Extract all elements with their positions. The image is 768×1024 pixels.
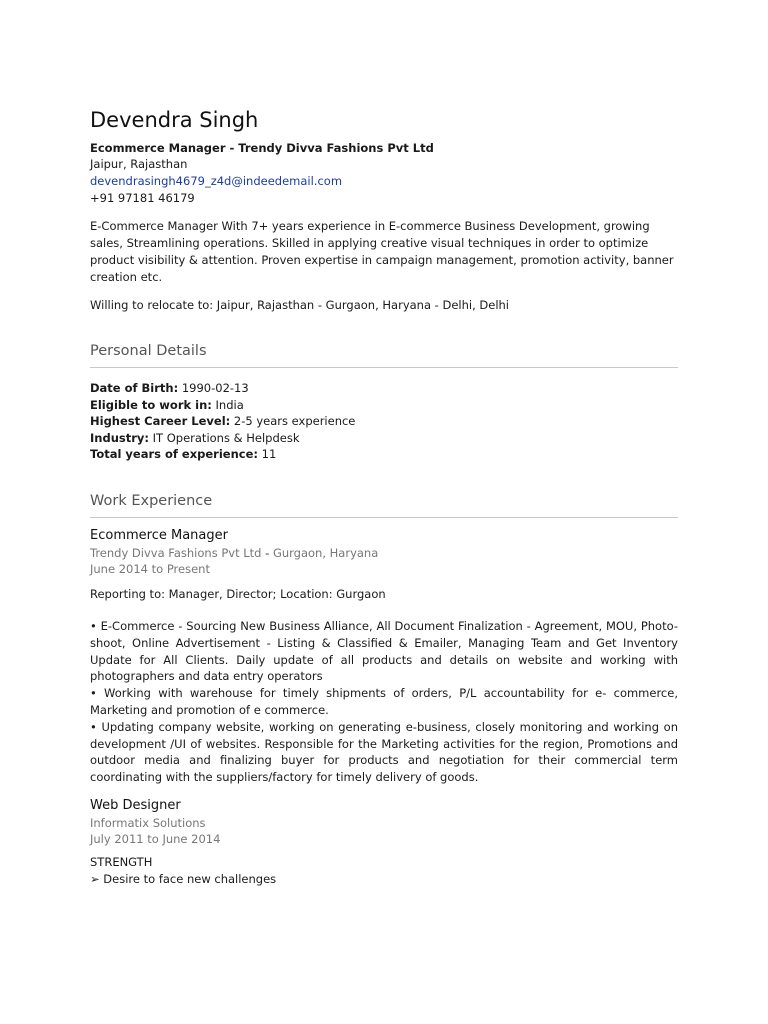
job-dates: July 2011 to June 2014 xyxy=(90,832,221,847)
strength-item: ➢ Desire to face new challenges xyxy=(90,871,277,886)
relocate-text: Willing to relocate to: Jaipur, Rajasthan - Gurgaon, Haryana - Delhi, Delhi xyxy=(90,298,509,312)
job-title: Web Designer xyxy=(90,797,181,813)
job-dates: June 2014 to Present xyxy=(90,562,210,577)
detail-value: 2-5 years experience xyxy=(233,414,356,429)
resume-page xyxy=(90,106,678,888)
detail-row-career-level xyxy=(90,413,678,430)
section-title-personal: Personal Details xyxy=(90,343,207,359)
job-bullet: • Working with warehouse for timely shipments of orders, P/L accountability for e- commerce, Marketing and promotion of e commerce. xyxy=(90,686,678,717)
candidate-location: Jaipur, Rajasthan xyxy=(90,157,188,171)
detail-row-industry xyxy=(90,430,678,447)
summary-paragraph: E-Commerce Manager With 7+ years experience in E-commerce Business Development, growing sales, Streamlining operations. Skilled in applying creative visual techniques in order to optimize product visibility & attention. Proven expertise in campaign management, promotion activity, banner creation etc. xyxy=(90,219,674,284)
detail-row-dob xyxy=(90,380,678,397)
candidate-phone: +91 97181 46179 xyxy=(90,191,195,205)
job-title: Ecommerce Manager xyxy=(90,527,228,543)
section-divider xyxy=(90,367,678,368)
detail-label: Total years of experience: xyxy=(90,447,258,462)
candidate-email-link[interactable]: devendrasingh4679_z4d@indeedemail.com xyxy=(90,174,343,188)
section-divider xyxy=(90,517,678,518)
work-experience-section xyxy=(90,491,678,888)
section-title-work: Work Experience xyxy=(90,492,213,509)
detail-value: 11 xyxy=(261,447,277,462)
job-company-line xyxy=(90,545,678,562)
candidate-headline: Ecommerce Manager - Trendy Divva Fashions Pvt Ltd xyxy=(90,141,434,155)
detail-value: India xyxy=(215,397,244,412)
job-description xyxy=(90,618,678,786)
job-reporting: Reporting to: Manager, Director; Location: Gurgaon xyxy=(90,586,386,601)
personal-details-list xyxy=(90,380,678,463)
job-company: Informatix Solutions xyxy=(90,815,206,830)
detail-label: Eligible to work in: xyxy=(90,397,212,412)
detail-value: IT Operations & Helpdesk xyxy=(152,430,300,445)
job-entry xyxy=(90,527,678,786)
detail-label: Highest Career Level: xyxy=(90,414,231,429)
job-bullet: • E-Commerce - Sourcing New Business Alliance, All Document Finalization - Agreement, MOU, Photo-shoot, Online Advertisement - Listing & Classified & Emailer, Managing Team and Get Inventory Update for All Clients. Daily update of all products and details on website and working with photographers and data entry operators xyxy=(90,618,678,684)
job-location: Gurgaon, Haryana xyxy=(272,545,379,560)
job-bullet: • Updating company website, working on generating e-business, closely monitoring and working on development /UI of websites. Responsible for the Marketing activities for the region, Promotions and outdoor media and finalizing buyer for products and negotiation for their commercial term coordinating with the suppliers/factory for timely delivery of goods. xyxy=(90,719,678,785)
job-entry xyxy=(90,797,678,888)
personal-details-section xyxy=(90,341,678,463)
detail-value: 1990-02-13 xyxy=(181,381,249,395)
job-company: Trendy Divva Fashions Pvt Ltd xyxy=(90,545,262,560)
strength-heading: STRENGTH xyxy=(90,854,153,869)
detail-row-total-experience xyxy=(90,446,678,463)
job-company-separator: - xyxy=(261,545,273,560)
detail-row-eligible xyxy=(90,397,678,414)
detail-label: Industry: xyxy=(90,430,149,445)
detail-label: Date of Birth: xyxy=(90,381,179,395)
candidate-name: Devendra Singh xyxy=(90,108,259,132)
